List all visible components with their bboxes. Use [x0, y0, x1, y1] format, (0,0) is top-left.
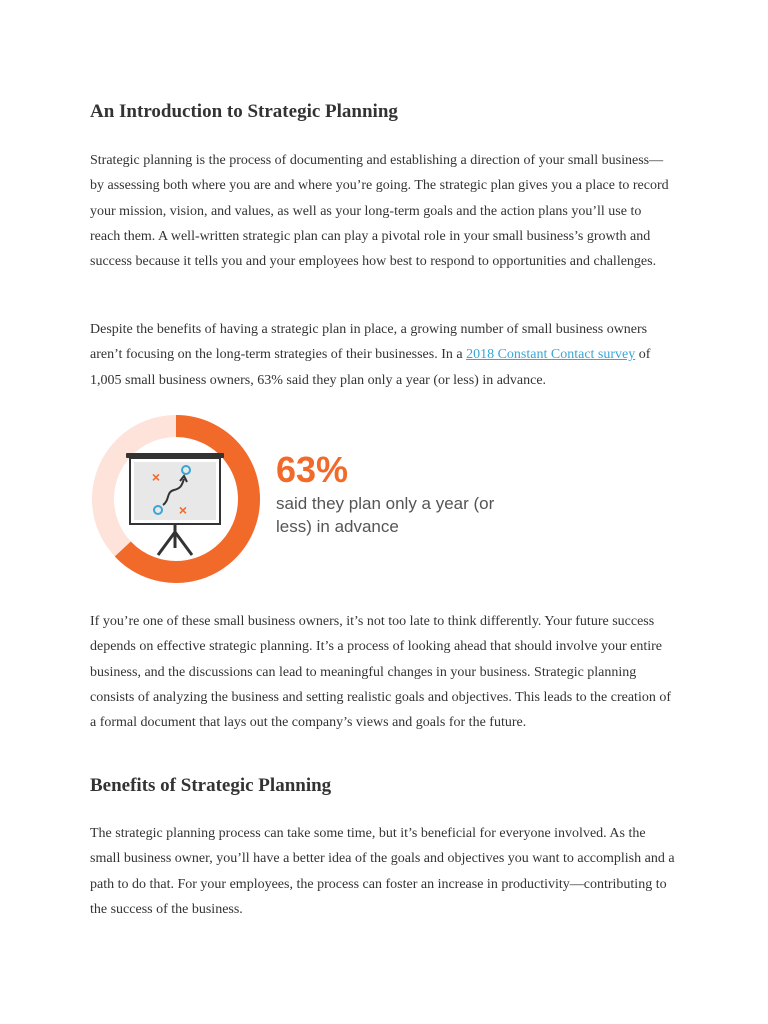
- presentation-board-icon: [126, 453, 224, 555]
- paragraph-benefits: The strategic planning process can take some time, but it’s beneficial for everyone involved. As the small business owner, you’ll have a better idea of the goals and objectives you want to accomplish and a path to do that. For your employees, the process can foster an increase in productivity—contributing to the success of the business.: [90, 826, 675, 917]
- paragraph-survey-text-before: Despite the benefits of having a strategic plan in place, a growing number of small business owners aren’t focusing on the long-term strategies of their businesses. In a: [90, 322, 648, 363]
- percent-caption: said they plan only a year (or less) in advance: [276, 494, 495, 536]
- x-mark-top: ×: [151, 469, 161, 485]
- survey-infographic: [90, 412, 510, 587]
- paragraph-survey-text-after: of 1,005 small business owners, 63% said they plan only a year (or less) in advance.: [90, 347, 651, 388]
- board-stand-left: [158, 532, 175, 555]
- percent-label: 63%: [276, 449, 349, 490]
- heading-benefits: Benefits of Strategic Planning: [90, 775, 332, 796]
- board-inner: [134, 462, 216, 520]
- x-mark-bottom: ×: [178, 502, 188, 518]
- paragraph-survey: [90, 317, 675, 393]
- survey-link[interactable]: 2018 Constant Contact survey: [466, 347, 636, 363]
- paragraph-think-differently: If you’re one of these small business owners, it’s not too late to think differently. Your future success depends on effective strategic planning. It’s a process of looking ahead that should involve your entire business, and the discussions can lead to meaningful changes in your business. Strategic planning consists of analyzing the business and setting realistic goals and objectives. This leads to the creation of a formal document that lays out the company’s views and goals for the future.: [90, 614, 671, 731]
- donut-chart: [90, 412, 265, 587]
- board-stand-right: [175, 532, 192, 555]
- heading-introduction: An Introduction to Strategic Planning: [90, 101, 398, 122]
- paragraph-intro: Strategic planning is the process of documenting and establishing a direction of your small business—by assessing both where you are and where you’re going. The strategic plan gives you a place to record your mission, vision, and values, as well as your long-term goals and the action plans you’ll use to reach them. A well-written strategic plan can play a pivotal role in your small business’s growth and success because it tells you and your employees how best to respond to opportunities and challenges.: [90, 153, 669, 270]
